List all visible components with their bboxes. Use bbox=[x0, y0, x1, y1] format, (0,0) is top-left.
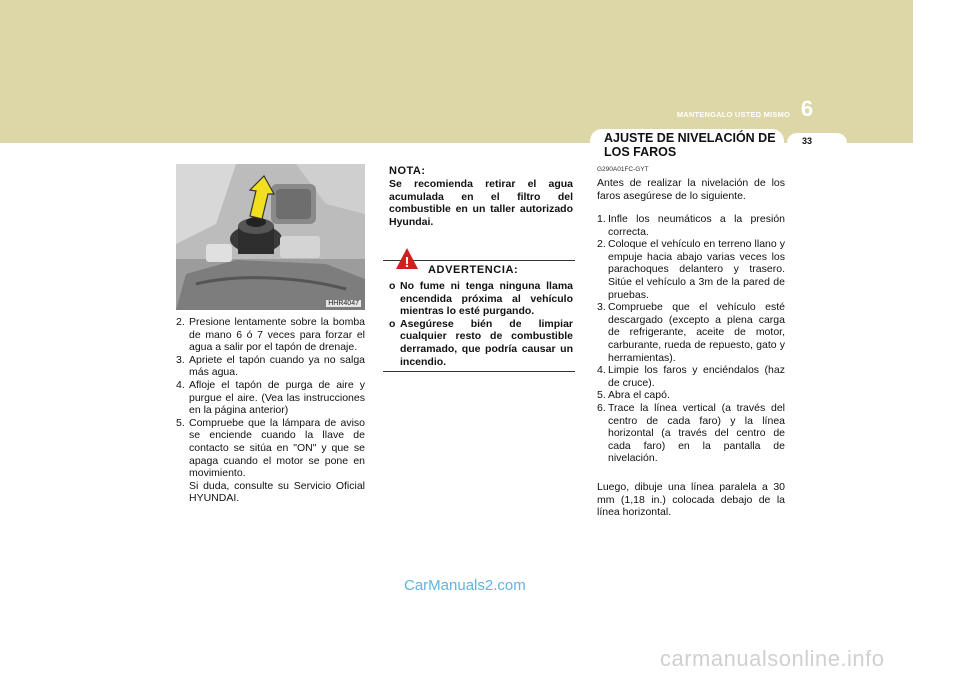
step-text: Compruebe que la lámpara de aviso se enciende cuando la llave de contacto se sitúa en "ON" y que se apaga cuando el motor se pone en movimiento. bbox=[189, 416, 365, 480]
exclamation-icon bbox=[395, 247, 419, 271]
step-text: Trace la línea vertical (a través del centro de cada faro) y la línea horizontal (a través del centro de cada faro) en la pantalla de nivelación. bbox=[608, 401, 785, 465]
list-item bbox=[176, 417, 365, 480]
warning-text: Asegúrese bién de limpiar cualquier resto de combustible derramado, que podría causar un incendio. bbox=[400, 317, 573, 368]
step-text: Apriete el tapón cuando ya no salga más agua. bbox=[189, 353, 365, 379]
step-number: 3. bbox=[176, 353, 185, 366]
engine-photo-illustration bbox=[176, 164, 365, 310]
watermark-carmanuals2[interactable]: CarManuals2.com bbox=[404, 577, 526, 594]
page-title: AJUSTE DE NIVELACIÓN DE LOS FAROS bbox=[604, 131, 776, 159]
list-item bbox=[389, 280, 573, 318]
bullet: o bbox=[389, 280, 396, 292]
left-steps-list bbox=[176, 316, 365, 505]
step-text: Abra el capó. bbox=[608, 389, 670, 402]
list-item bbox=[597, 364, 785, 389]
step-number: 2. bbox=[597, 238, 606, 251]
list-item bbox=[176, 379, 365, 417]
section-label: MANTENGALO USTED MISMO bbox=[676, 110, 790, 119]
step-text: Compruebe que el vehículo esté descargado (excepto a plena carga de refrigerante, aceite de motor, carburante, rueda de repuesto, gato y herramientas). bbox=[608, 301, 785, 364]
step-number: 2. bbox=[176, 316, 185, 328]
list-item bbox=[176, 316, 365, 354]
bullet: o bbox=[389, 317, 396, 330]
step-number: 3. bbox=[597, 301, 606, 314]
procedure-list bbox=[597, 213, 785, 465]
watermark-carmanualsonline[interactable]: carmanualsonline.info bbox=[660, 646, 885, 671]
warning-symbol: ! bbox=[404, 254, 410, 271]
chapter-number: 6 bbox=[800, 96, 814, 121]
fuel-filter-photo bbox=[176, 164, 365, 310]
list-item bbox=[597, 238, 785, 301]
step-number: 5. bbox=[176, 416, 185, 429]
step-text: Coloque el vehículo en terreno llano y empuje hacia abajo varias veces los parachoques delantero y trasero. Sitúe el vehículo a 3m de la pared de pruebas. bbox=[608, 238, 785, 301]
list-item bbox=[597, 389, 785, 402]
list-item bbox=[597, 402, 785, 465]
final-paragraph: Luego, dibuje una línea paralela a 30 mm (1,18 in.) colocada debajo de la línea horizontal. bbox=[597, 481, 785, 519]
warning-list bbox=[389, 280, 573, 368]
note-heading: NOTA: bbox=[389, 165, 426, 177]
reference-code: G290A01FC-GYT bbox=[597, 166, 649, 173]
list-item bbox=[597, 301, 785, 364]
intro-paragraph: Antes de realizar la nivelación de los faros asegúrese de lo siguiente. bbox=[597, 177, 785, 202]
step-number: 6. bbox=[597, 401, 606, 414]
warning-title: ADVERTENCIA: bbox=[428, 264, 519, 276]
step-number: 4. bbox=[176, 378, 185, 391]
list-item bbox=[597, 213, 785, 238]
step-text: Si duda, consulte su Servicio Oficial HYUNDAI. bbox=[189, 479, 365, 505]
step-text: Infle los neumáticos a la presión correcta. bbox=[608, 213, 785, 238]
step-text: Presione lentamente sobre la bomba de mano 6 ó 7 veces para forzar el agua a salir por el tapón de drenaje. bbox=[189, 316, 365, 354]
warning-text: No fume ni tenga ninguna llama encendida próxima al vehículo mientras lo esté purgando. bbox=[400, 280, 573, 318]
photo-code: HHR4047 bbox=[328, 300, 359, 307]
step-number: 5. bbox=[597, 389, 606, 402]
step-number: 4. bbox=[597, 364, 606, 377]
step-text: Afloje el tapón de purga de aire y purgue el aire. (Vea las instrucciones en la página anterior) bbox=[189, 378, 365, 417]
header-band bbox=[0, 0, 913, 143]
page-number: 33 bbox=[801, 136, 812, 146]
list-item bbox=[389, 318, 573, 368]
list-item bbox=[176, 480, 365, 505]
step-text: Limpie los faros y enciéndalos (haz de cruce). bbox=[608, 364, 785, 389]
list-item bbox=[176, 354, 365, 379]
note-body: Se recomienda retirar el agua acumulada en el filtro del combustible en un taller autorizado Hyundai. bbox=[389, 178, 573, 228]
step-number: 1. bbox=[597, 213, 606, 225]
